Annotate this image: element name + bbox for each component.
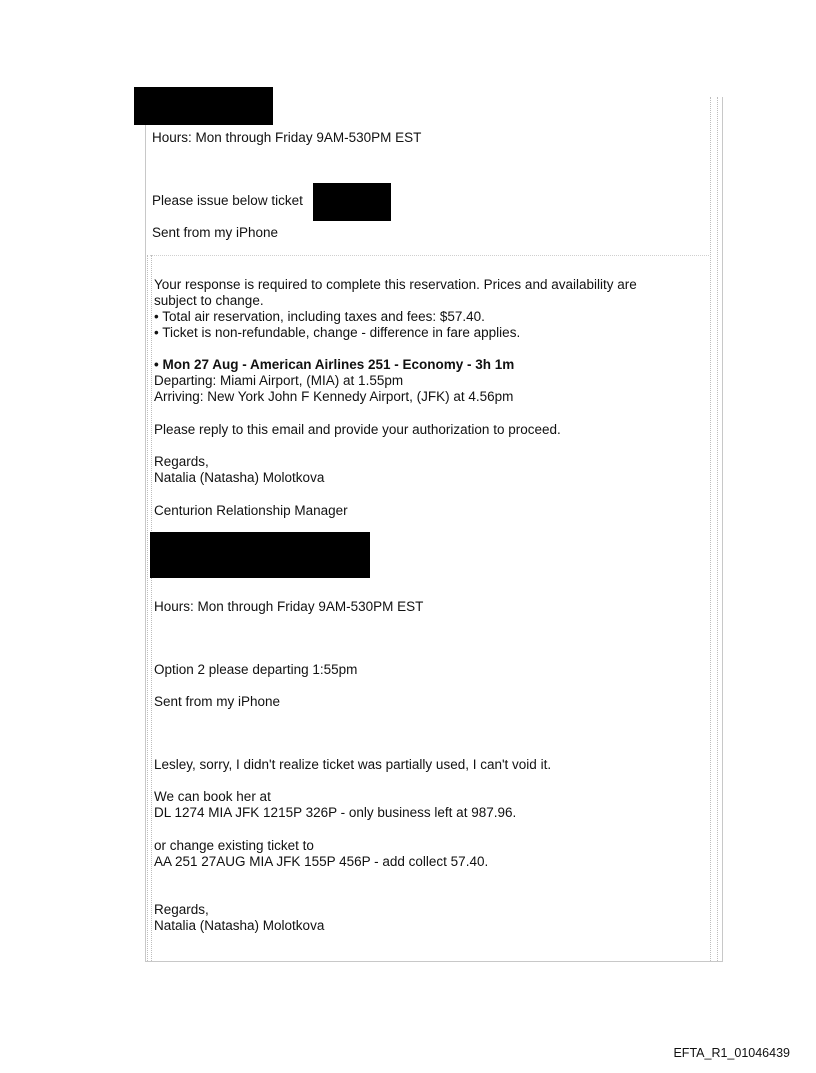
agent-name: Natalia (Natasha) Molotkova	[154, 470, 325, 485]
redaction-block-ticket	[313, 183, 391, 221]
reservation-intro-line1: Your response is required to complete this reservation. Prices and availability are	[154, 277, 637, 292]
regards-line: Regards,	[154, 454, 209, 469]
arriving-line: Arriving: New York John F Kennedy Airport, (JFK) at 4.56pm	[154, 389, 514, 404]
change-intro-line: or change existing ticket to	[154, 838, 314, 853]
agent-title: Centurion Relationship Manager	[154, 503, 348, 518]
hours-line: Hours: Mon through Friday 9AM-530PM EST	[152, 130, 422, 145]
sent-from-iphone: Sent from my iPhone	[152, 225, 279, 240]
flight-title: • Mon 27 Aug - American Airlines 251 - Economy - 3h 1m	[154, 357, 515, 372]
change-option-line: AA 251 27AUG MIA JFK 155P 456P - add collect 57.40.	[154, 854, 489, 869]
hours-line-2: Hours: Mon through Friday 9AM-530PM EST	[154, 599, 424, 614]
quoted-message-divider	[150, 255, 709, 257]
bullet-ticket-terms: • Ticket is non-refundable, change - difference in fare applies.	[154, 325, 521, 340]
apology-line: Lesley, sorry, I didn't realize ticket was partially used, I can't void it.	[154, 757, 552, 772]
redaction-block-contact	[150, 532, 370, 578]
quote-indent-bar	[147, 255, 152, 961]
ticket-request-line: Please issue below ticket	[152, 193, 303, 208]
regards-line-2: Regards,	[154, 902, 209, 917]
option-selection-line: Option 2 please departing 1:55pm	[154, 662, 358, 677]
agent-name-2: Natalia (Natasha) Molotkova	[154, 918, 325, 933]
frame-scroll-edge	[710, 97, 718, 961]
book-option-line: DL 1274 MIA JFK 1215P 326P - only business left at 987.96.	[154, 805, 517, 820]
book-intro-line: We can book her at	[154, 789, 271, 804]
bullet-total-price: • Total air reservation, including taxes and fees: $57.40.	[154, 309, 485, 324]
sent-from-iphone-2: Sent from my iPhone	[154, 694, 281, 709]
reply-request-line: Please reply to this email and provide your authorization to proceed.	[154, 422, 561, 437]
redaction-block-header	[134, 87, 273, 125]
document-id: EFTA_R1_01046439	[673, 1046, 790, 1060]
reservation-intro-line2: subject to change.	[154, 293, 264, 308]
departing-line: Departing: Miami Airport, (MIA) at 1.55pm	[154, 373, 404, 388]
